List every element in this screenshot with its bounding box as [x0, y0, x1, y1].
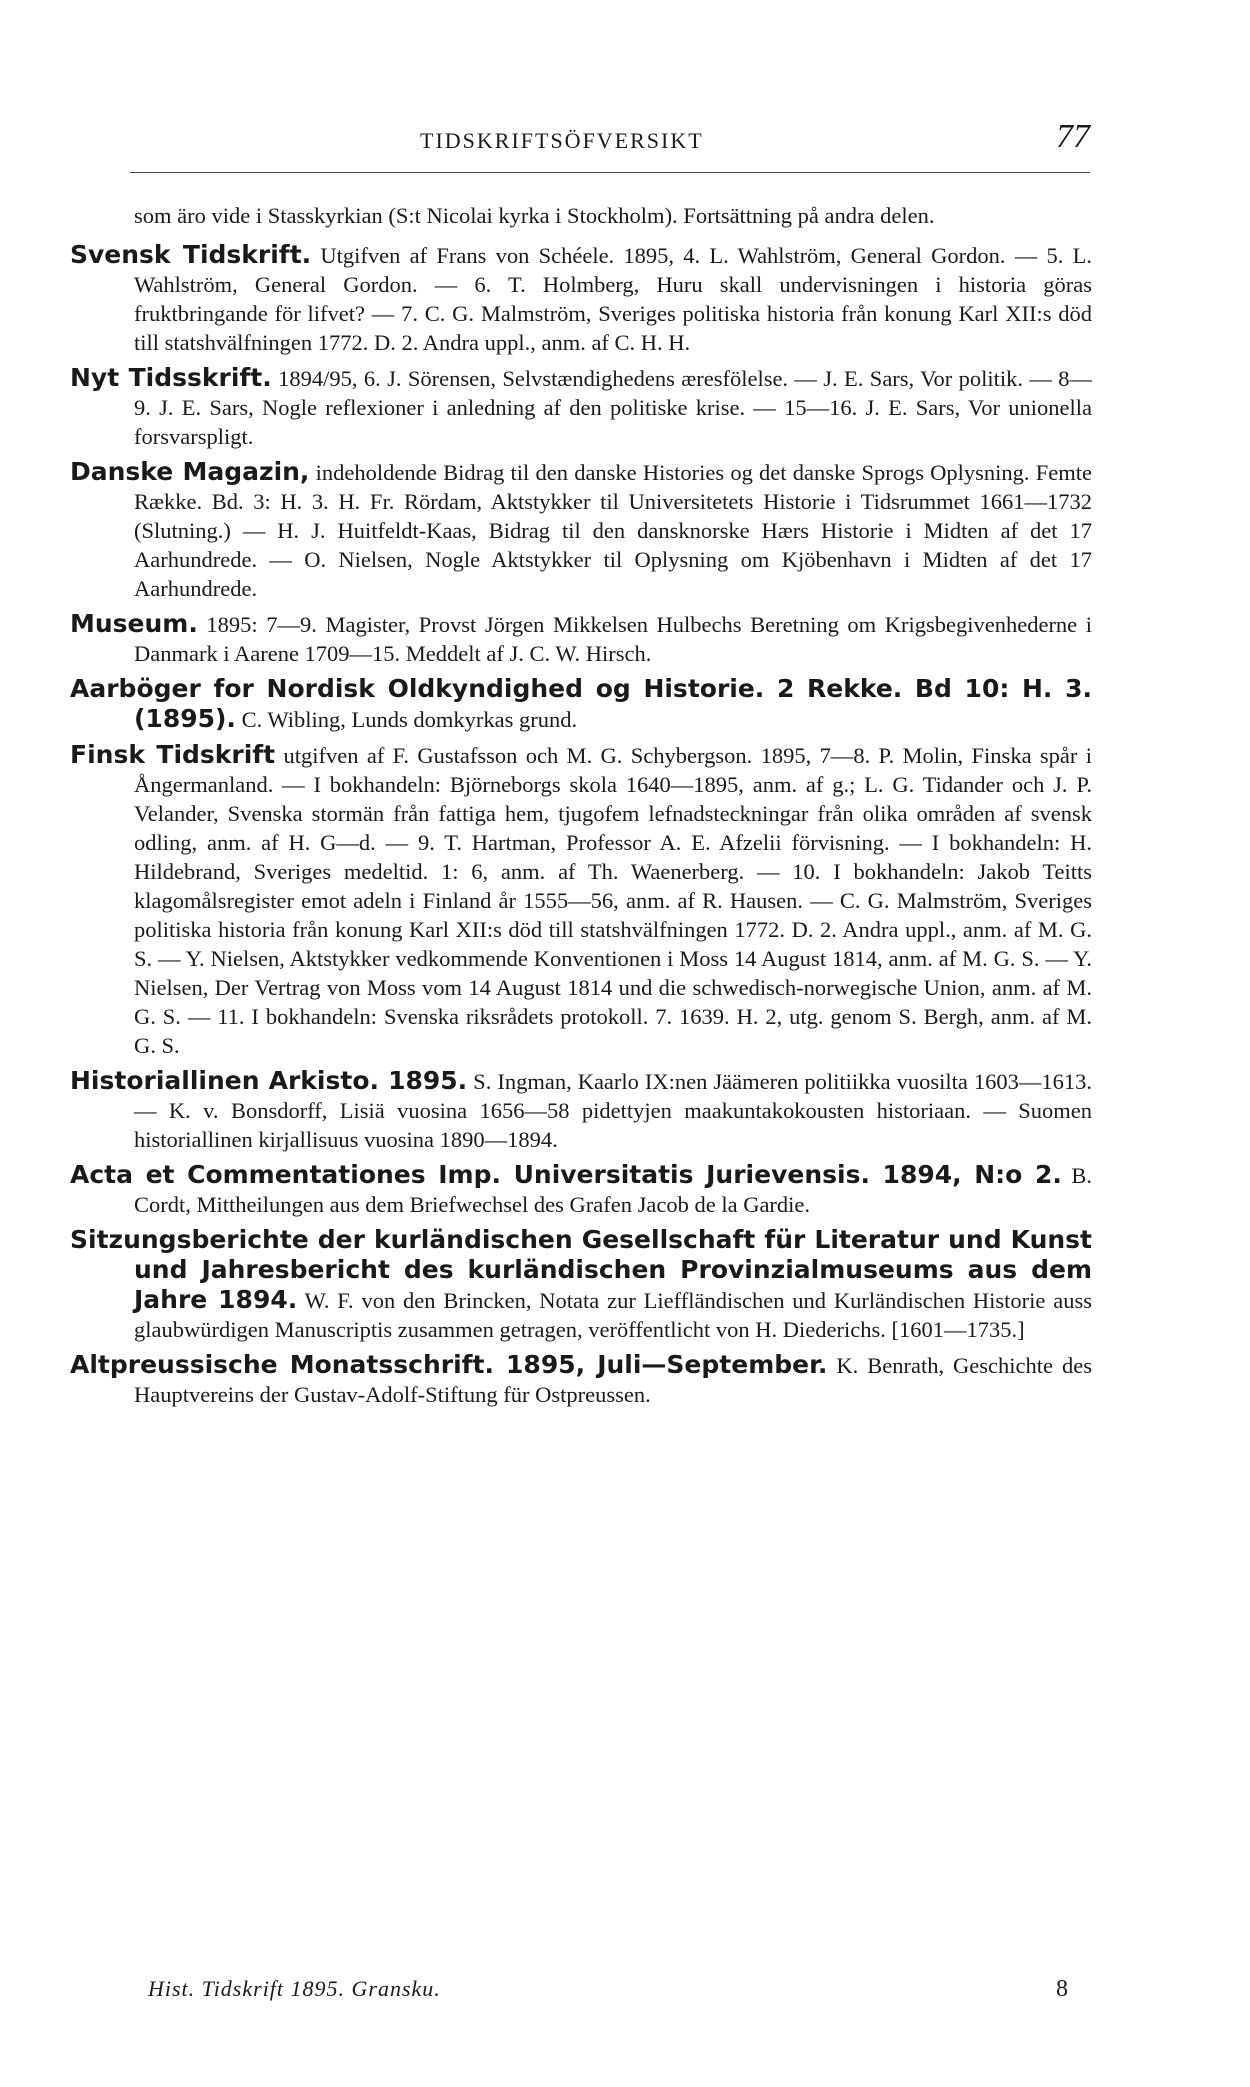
journal-title: Acta et Commentationes Imp. Universitatis Jurievensis. 1894, N:o 2. — [70, 1160, 1062, 1189]
list-item — [70, 240, 1092, 357]
list-item — [70, 1350, 1092, 1409]
footer-sheet-number: 8 — [1056, 1976, 1068, 2002]
page-number: 77 — [1056, 118, 1090, 155]
entry-text: W. F. von den Brincken, Notata zur Lieffländischen und Kurländischen Historie auss glaubwürdigen Manuscriptis zusammen getragen, veröffentlicht von H. Diederichs. [1601—1735.] — [134, 1288, 1092, 1342]
running-title: TIDSKRIFTSÖFVERSIKT — [420, 128, 704, 153]
list-item — [70, 457, 1092, 603]
entry-text: K. Benrath, Geschichte des Hauptvereins der Gustav-Adolf-Stiftung für Ostpreussen. — [134, 1353, 1092, 1407]
entry-text: S. Ingman, Kaarlo IX:nen Jäämeren politiikka vuosilta 1603—1613. — K. v. Bonsdorff, Lisiä vuosina 1656—58 pidettyjen maakuntakokousten historiaan. — Suomen historiallinen kirjallisuus vuosina 1890—1894. — [134, 1069, 1093, 1152]
list-item — [70, 1160, 1092, 1219]
journal-title: Museum. — [70, 609, 198, 638]
journal-title: Danske Magazin, — [70, 457, 310, 486]
entry-text: utgifven af F. Gustafsson och M. G. Schybergson. 1895, 7—8. P. Molin, Finska spår i Ångermanland. — I bokhandeln: Björneborgs skola 1640—1895, anm. af g.; L. G. Tidander och J. P. Velander, Svenska stormän från fattiga hem, tjugofem lefnadsteckningar från olika områden af svensk odling, anm. af H. G—d. — 9. T. Hartman, Professor A. E. Afzelii förvisning. — I bokhandeln: H. Hildebrand, Sveriges medeltid. 1: 6, anm. af Th. Waenerberg. — 10. I bokhandeln: Jakob Teitts klagomålsregister emot adeln i Finland år 1555—56, anm. af R. Hausen. — C. G. Malmström, Sveriges politiska historia från konung Karl XII:s död till statshvälfningen 1772. D. 2. Andra uppl., anm. af M. G. S. — Y. Nielsen, Aktstykker vedkommende Konventionen i Moss 14 August 1814, anm. af M. G. S. — Y. Nielsen, Der Vertrag von Moss vom 14 August 1814 und die schwedisch-norwegische Union, anm. af M. G. S. — 11. I bokhandeln: Svenska riksrådets protokoll. 7. 1639. H. 2, utg. genom S. Bergh, anm. af M. G. S. — [134, 743, 1092, 1058]
page-header — [130, 118, 1090, 166]
entry-text: som äro vide i Stasskyrkian (S:t Nicolai kyrka i Stockholm). Fortsättning på andra delen. — [134, 203, 935, 228]
list-item — [70, 740, 1092, 1060]
list-item — [70, 674, 1092, 734]
journal-title: Sitzungsberichte der kurländischen Gesellschaft für Literatur und Kunst und Jahresbericht des kurländischen Provinzialmuseums aus dem Jahre 1894. — [70, 1225, 1092, 1314]
list-item — [70, 363, 1092, 451]
journal-title: Nyt Tidsskrift. — [70, 363, 272, 392]
list-item — [70, 200, 1092, 230]
list-item — [70, 609, 1092, 668]
journal-title: Svensk Tidskrift. — [70, 240, 312, 269]
journal-title: Historiallinen Arkisto. 1895. — [70, 1066, 468, 1095]
journal-title: Altpreussische Monatsschrift. 1895, Juli—September. — [70, 1350, 828, 1379]
entry-text: B. Cordt, Mittheilungen aus dem Briefwechsel des Grafen Jacob de la Gardie. — [134, 1163, 1093, 1217]
entry-text: Utgifven af Frans von Schéele. 1895, 4. L. Wahlström, General Gordon. — 5. L. Wahlström, General Gordon. — 6. T. Holmberg, Huru skall undervisningen i historia göras fruktbringande för lifvet? — 7. C. G. Malmström, Sveriges politiska historia från konung Karl XII:s död till statshvälfningen 1772. D. 2. Andra uppl., anm. af C. H. H. — [134, 243, 1092, 355]
entry-text: C. Wibling, Lunds domkyrkas grund. — [235, 707, 578, 732]
entry-text: 1895: 7—9. Magister, Provst Jörgen Mikkelsen Hulbechs Beretning om Krigsbegivenhederne i Danmark i Aarene 1709—15. Meddelt af J. C. W. Hirsch. — [134, 612, 1092, 666]
journal-title: Finsk Tidskrift — [70, 740, 276, 769]
journal-list — [70, 200, 1092, 1415]
entry-text: 1894/95, 6. J. Sörensen, Selvstændighedens æresfölelse. — J. E. Sars, Vor politik. — 8—9. J. E. Sars, Nogle reflexioner i anledning af den politiske krise. — 15—16. J. E. Sars, Vor unionella forsvarspligt. — [134, 366, 1092, 449]
journal-title: Aarböger for Nordisk Oldkyndighed og Historie. 2 Rekke. Bd 10: H. 3. (1895). — [70, 674, 1092, 733]
page-footer — [148, 1976, 1088, 2016]
list-item — [70, 1225, 1092, 1344]
entry-text: indeholdende Bidrag til den danske Histories og det danske Sprogs Oplysning. Femte Række. Bd. 3: H. 3. H. Fr. Rördam, Aktstykker til Universitetets Historie i Tidsrummet 1661—1732 (Slutning.) — H. J. Huitfeldt-Kaas, Bidrag til den dansknorske Hærs Historie i Midten af det 17 Aarhundrede. — O. Nielsen, Nogle Aktstykker til Oplysning om Kjöbenhavn i Midten af det 17 Aarhundrede. — [134, 460, 1093, 601]
header-rule — [130, 172, 1090, 173]
list-item — [70, 1066, 1092, 1154]
footer-signature: Hist. Tidskrift 1895. Gransku. — [148, 1976, 441, 2001]
